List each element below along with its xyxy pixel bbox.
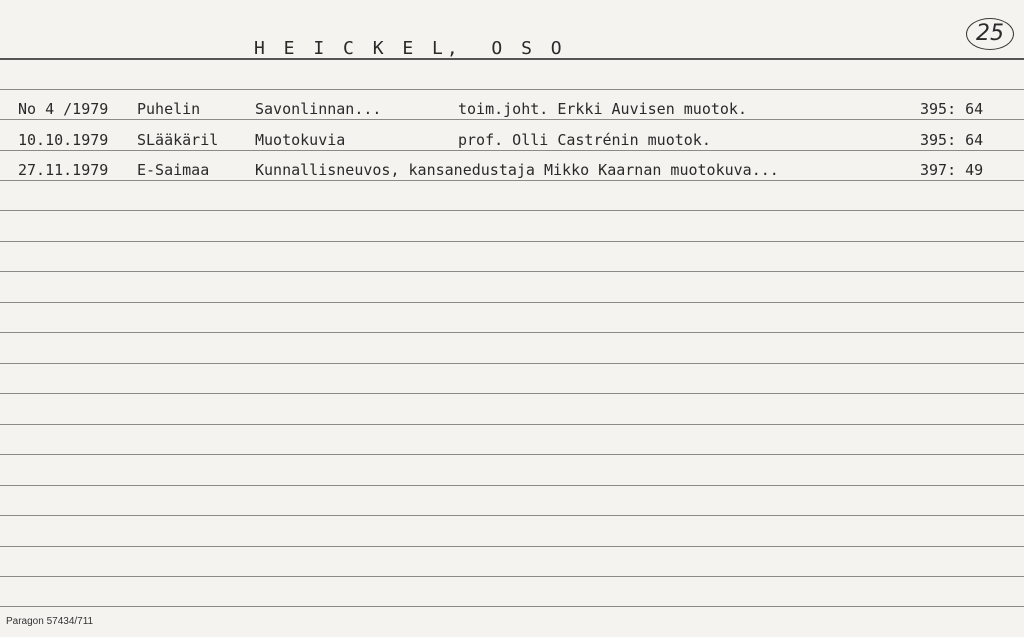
entry-reference: 397: 49 bbox=[920, 161, 984, 179]
ruled-line bbox=[0, 454, 1024, 455]
card-title: H E I C K E L, O S O bbox=[254, 38, 566, 59]
ruled-line bbox=[0, 332, 1024, 333]
ruled-line bbox=[0, 89, 1024, 90]
ruled-line bbox=[0, 302, 1024, 303]
card-entry bbox=[0, 161, 1024, 185]
print-footer: Paragon 57434/711 bbox=[6, 616, 94, 627]
ruled-line bbox=[0, 210, 1024, 211]
ruled-line bbox=[0, 241, 1024, 242]
ruled-line bbox=[0, 424, 1024, 425]
ruled-line bbox=[0, 393, 1024, 394]
ruled-line bbox=[0, 576, 1024, 577]
card-entry bbox=[0, 131, 1024, 155]
entry-reference: 395: 64 bbox=[920, 131, 984, 149]
entry-publication: E-Saimaa bbox=[137, 161, 210, 179]
ruled-line bbox=[0, 363, 1024, 364]
entry-date: 27.11.1979 bbox=[18, 161, 109, 179]
entry-title: Muotokuvia bbox=[255, 131, 346, 149]
entry-title: Savonlinnan... bbox=[255, 100, 382, 118]
card-number-circled: 25 bbox=[966, 18, 1014, 50]
ruled-line bbox=[0, 606, 1024, 607]
entry-title: Kunnallisneuvos, kansanedustaja Mikko Kaarnan muotokuva... bbox=[255, 161, 779, 179]
entry-publication: Puhelin bbox=[137, 100, 201, 118]
entry-publication: SLääkäril bbox=[137, 131, 219, 149]
ruled-line bbox=[0, 485, 1024, 486]
card-entry bbox=[0, 100, 1024, 124]
entry-description: prof. Olli Castrénin muotok. bbox=[458, 131, 711, 149]
entry-date: 10.10.1979 bbox=[18, 131, 109, 149]
entry-reference: 395: 64 bbox=[920, 100, 984, 118]
ruled-line bbox=[0, 271, 1024, 272]
entry-description: toim.joht. Erkki Auvisen muotok. bbox=[458, 100, 747, 118]
ruled-line bbox=[0, 546, 1024, 547]
header-rule bbox=[0, 58, 1024, 60]
ruled-line bbox=[0, 515, 1024, 516]
entry-date: No 4 /1979 bbox=[18, 100, 109, 118]
